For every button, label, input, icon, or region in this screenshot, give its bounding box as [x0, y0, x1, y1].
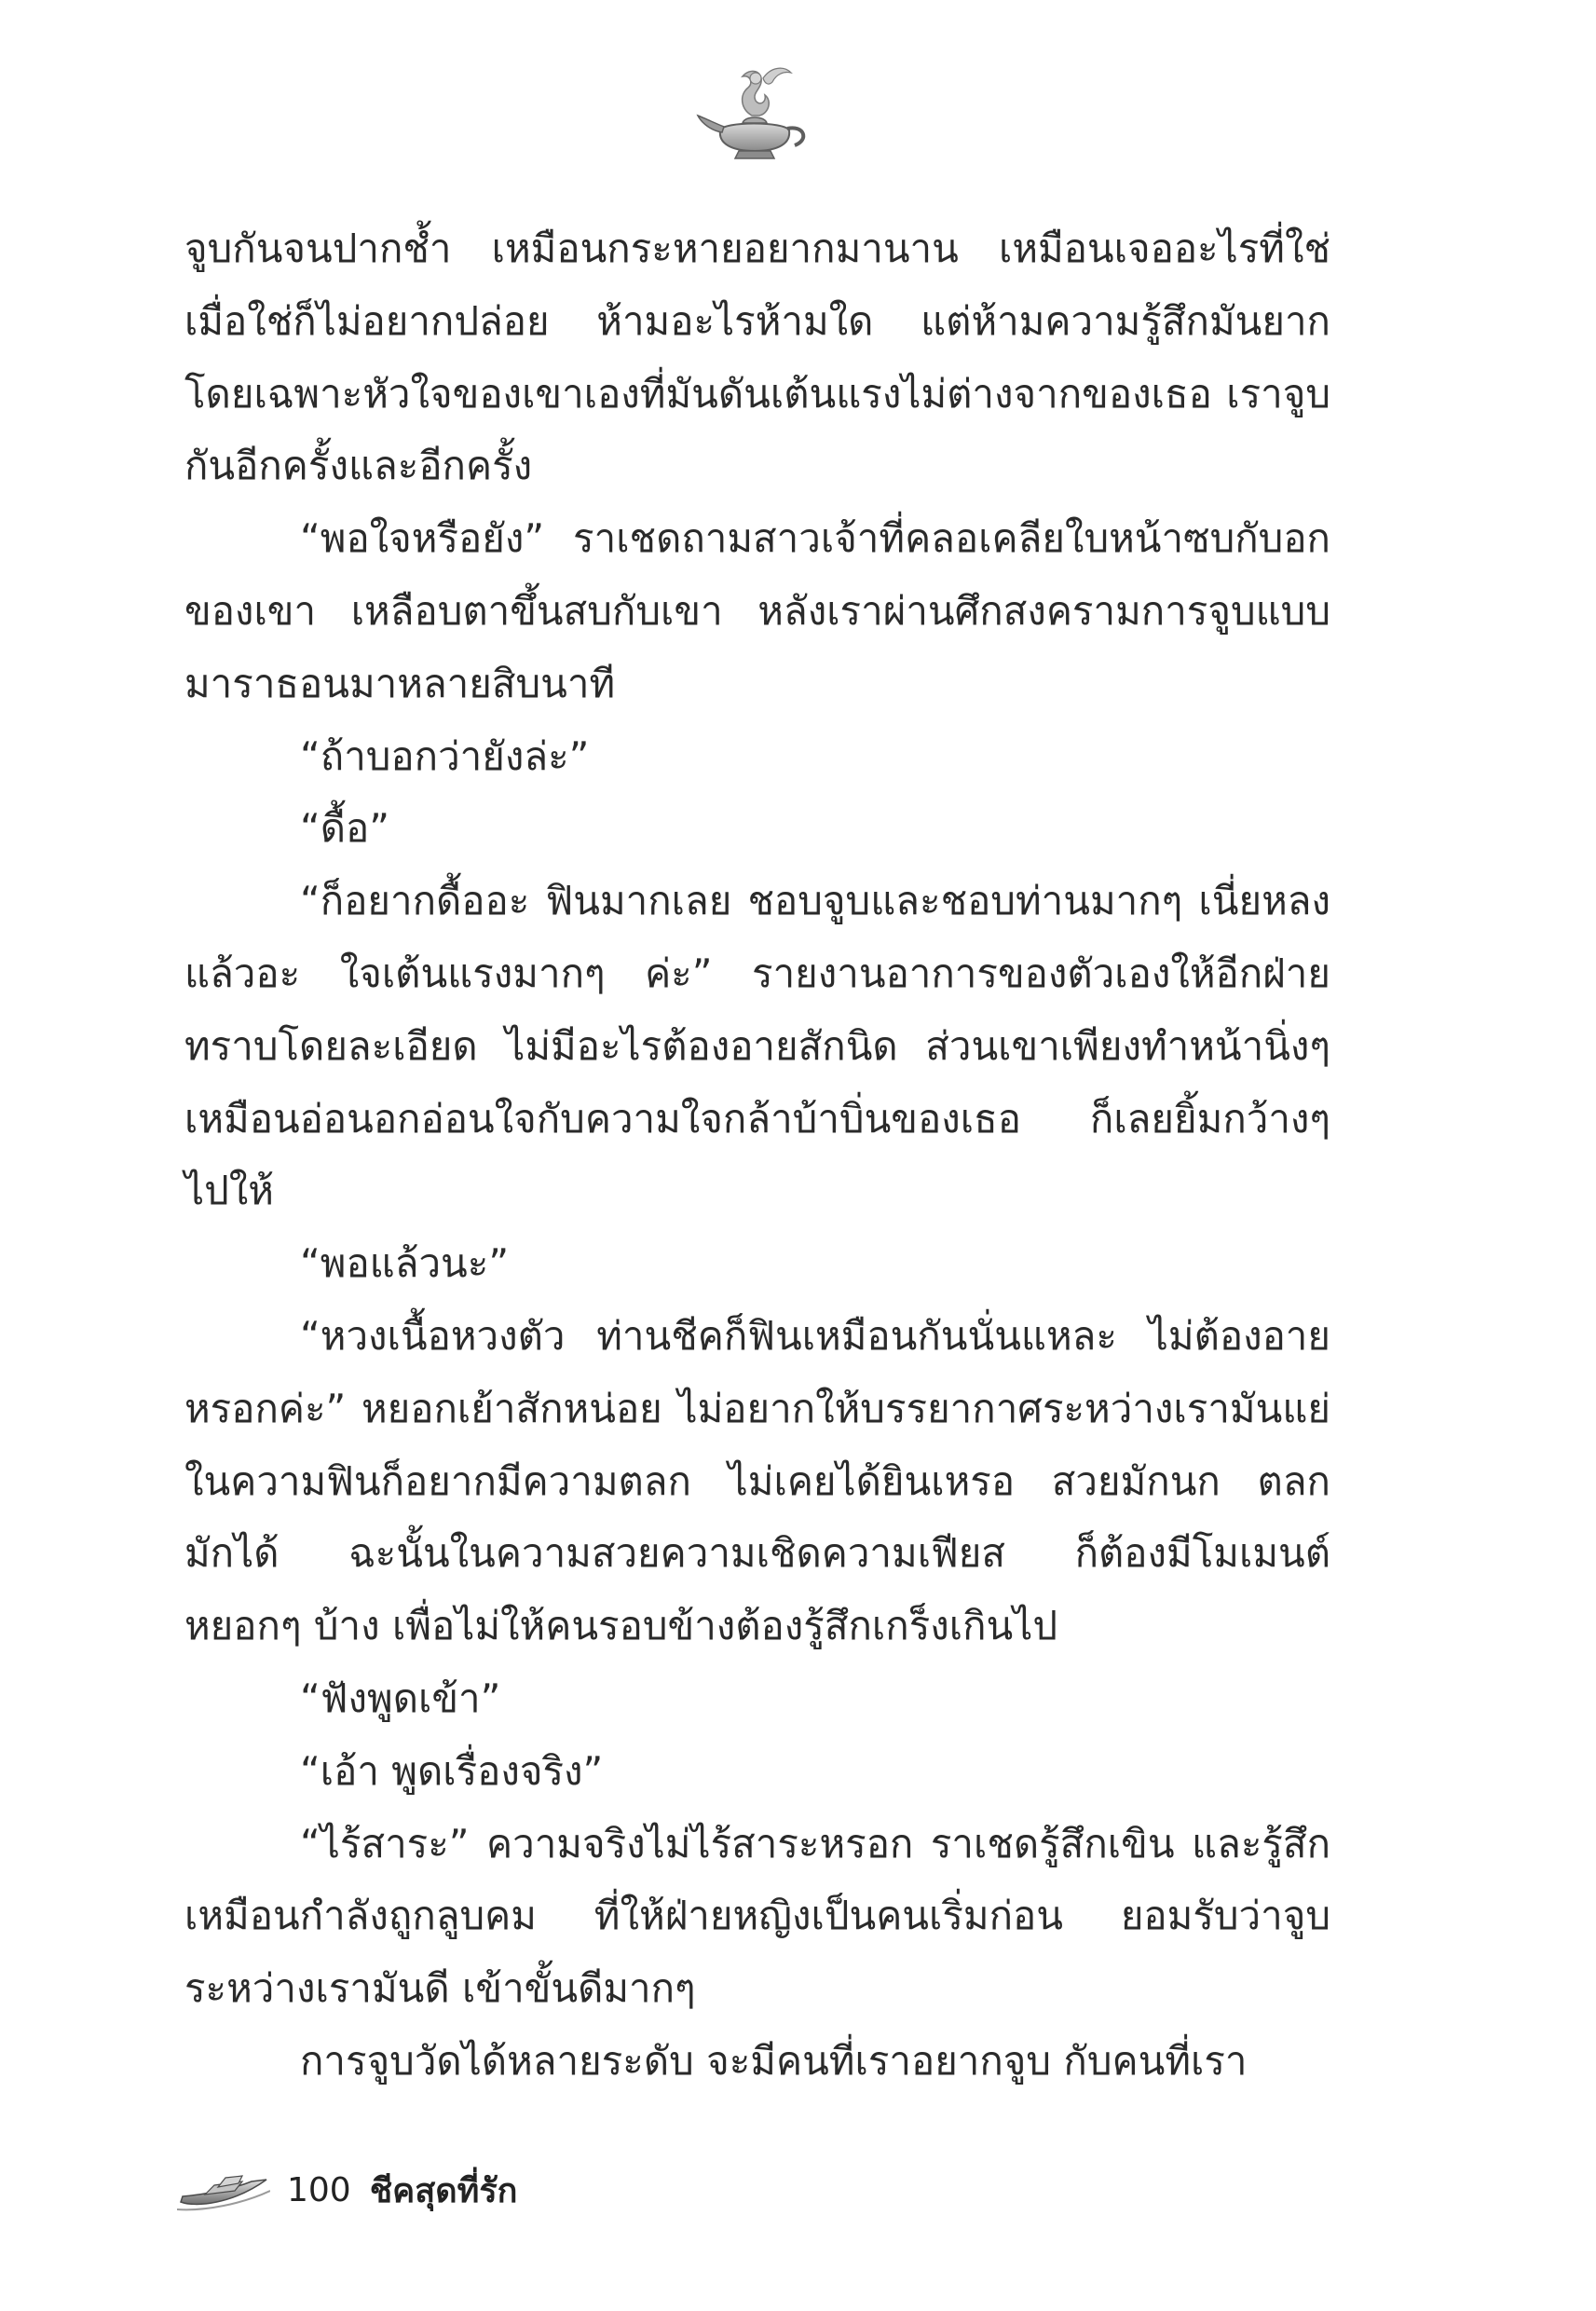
yacht-icon — [177, 2167, 270, 2213]
paragraph: “เอ้า พูดเรื่องจริง” — [300, 1747, 604, 1794]
paragraph: “ถ้าบอกว่ายังล่ะ” — [300, 732, 590, 779]
paragraph: การจูบวัดได้หลายระดับ จะมีคนที่เราอยากจูบ กับคนที่เรา — [300, 2037, 1248, 2084]
paragraph: “หวงเนื้อหวงตัว ท่านชีคก็ฟินเหมือนกันนั่นแหละ ไม่ต้องอายหรอกค่ะ” หยอกเย้าสักหน่อย ไม่อยากให้บรรยากาศระหว่างเรามันแย่ ในความฟินก็อยากมีความตลก ไม่เคยได้ยินเหรอ สวยมักนก ตลกมักได้ ฉะนั้นในความสวยความเชิดความเฟียส ก็ต้องมีโมเมนต์หยอกๆ บ้าง เพื่อไม่ให้คนรอบข้างต้องรู้สึกเกร็งเกินไป — [184, 1312, 1330, 1649]
page-number: 100 — [287, 2170, 351, 2209]
page-footer — [177, 2162, 517, 2218]
paragraph: “พอใจหรือยัง” ราเชดถามสาวเจ้าที่คลอเคลียใบหน้าซบกับอกของเขา เหลือบตาขึ้นสบกับเขา หลังเราผ่านศึกสงครามการจูบแบบมาราธอนมาหลายสิบนาที — [184, 515, 1330, 706]
book-title: ชีคสุดที่รัก — [369, 2171, 518, 2210]
paragraph: “ฟังพูดเข้า” — [300, 1675, 501, 1721]
paragraph: “ก็อยากดื้ออะ ฟินมากเลย ชอบจูบและชอบท่านมากๆ เนี่ยหลงแล้วอะ ใจเต้นแรงมากๆ ค่ะ” รายงานอาการของตัวเองให้อีกฝ่ายทราบโดยละเอียด ไม่มีอะไรต้องอายสักนิด ส่วนเขาเพียงทำหน้านิ่งๆ เหมือนอ่อนอกอ่อนใจกับความใจกล้าบ้าบิ่นของเธอ ก็เลยยิ้มกว้างๆ ไปให้ — [184, 878, 1330, 1214]
paragraph: จูบกันจนปากช้ำ เหมือนกระหายอยากมานาน เหมือนเจออะไรที่ใช่ เมื่อใช่ก็ไม่อยากปล่อย ห้ามอะไรห้ามใด แต่ห้ามความรู้สึกมันยาก โดยเฉพาะหัวใจของเขาเองที่มันดันเต้นแรงไม่ต่างจากของเธอ เราจูบกันอีกครั้งและอีกครั้ง — [184, 226, 1330, 489]
paragraph: “ไร้สาระ” ความจริงไม่ไร้สาระหรอก ราเชดรู้สึกเขิน และรู้สึกเหมือนกำลังถูกลูบคม ที่ให้ฝ่ายหญิงเป็นคนเริ่มก่อน ยอมรับว่าจูบระหว่างเรามันดี เข้าขั้นดีมากๆ — [184, 1820, 1330, 2012]
paragraph: “ดื้อ” — [300, 805, 390, 852]
genie-lamp-icon — [694, 58, 815, 165]
body-text — [184, 212, 1330, 2098]
paragraph: “พอแล้วนะ” — [300, 1240, 510, 1287]
